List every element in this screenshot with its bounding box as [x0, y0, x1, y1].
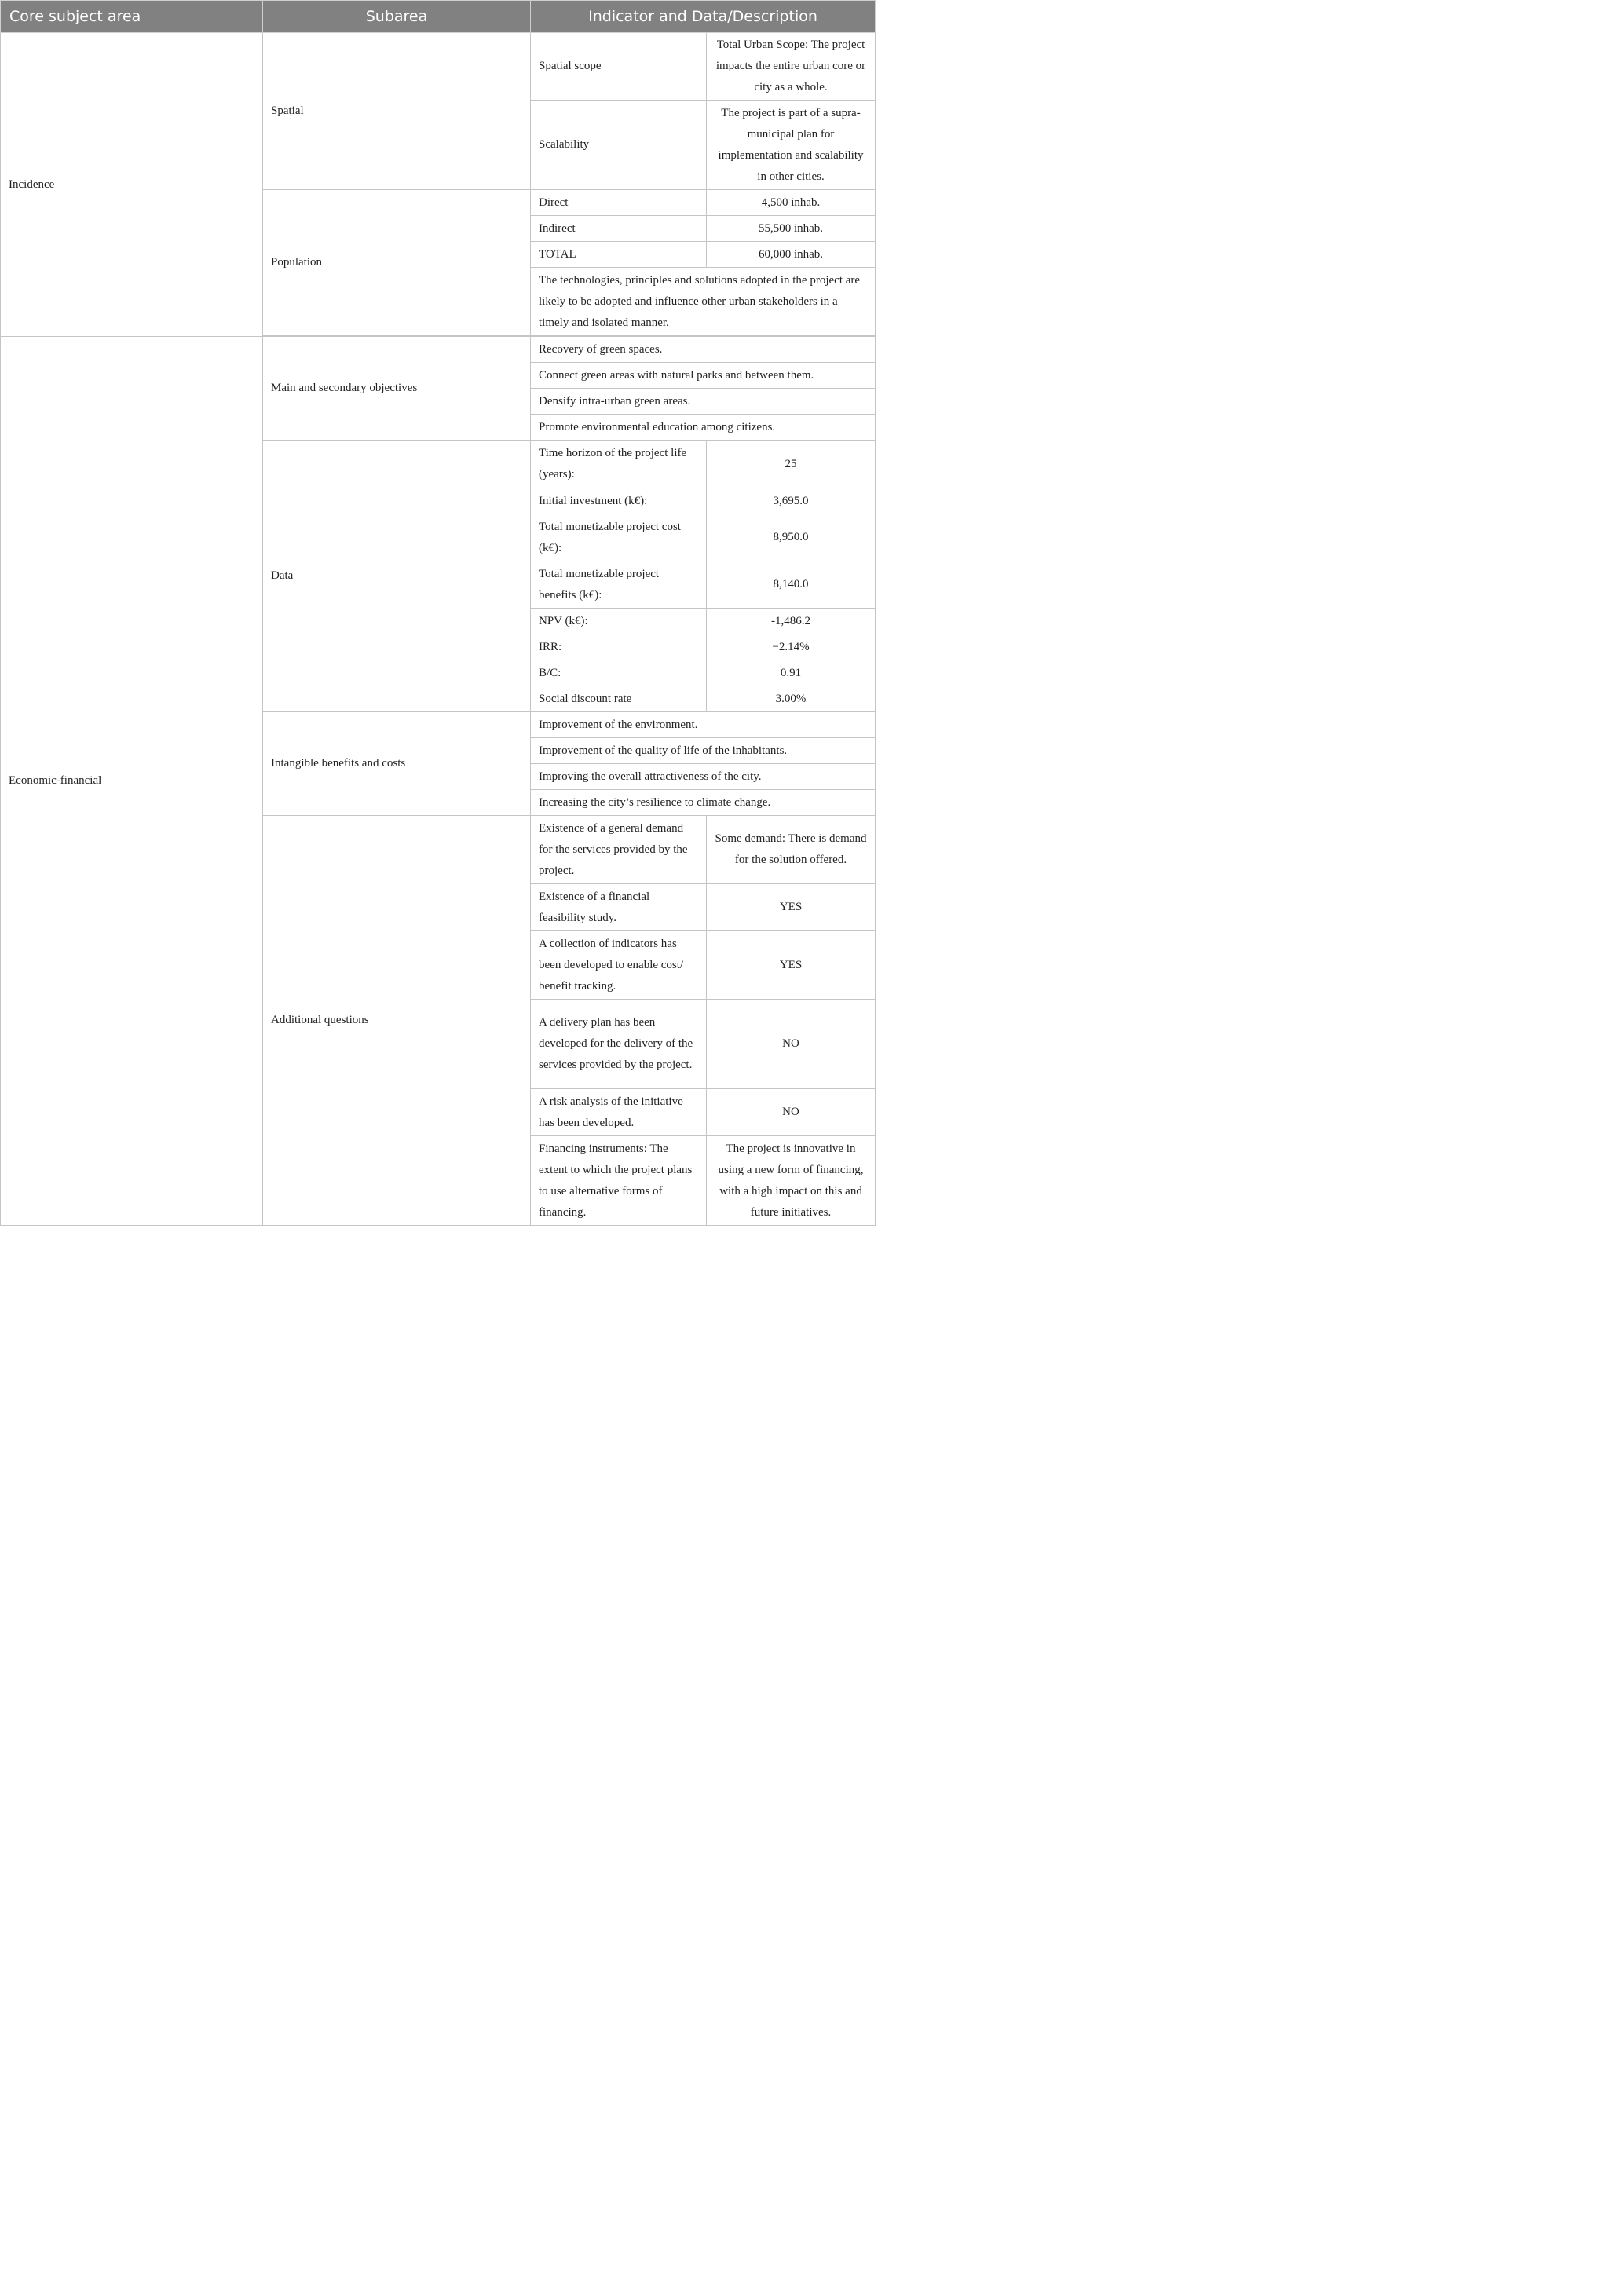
value-npv: -1,486.2	[707, 609, 876, 634]
core-incidence: Incidence	[1, 33, 263, 337]
core-economic-financial: Economic-financial	[1, 337, 263, 1226]
objective-item: Recovery of green spaces.	[531, 337, 876, 363]
value-irr: −2.14%	[707, 634, 876, 660]
value-indirect: 55,500 inhab.	[707, 216, 876, 242]
indicator-discount-rate: Social discount rate	[531, 686, 707, 712]
question-demand: Existence of a general demand for the services provided by the project.	[531, 816, 707, 884]
value-initial-investment: 3,695.0	[707, 488, 876, 514]
value-total-benefits: 8,140.0	[707, 561, 876, 609]
table-row	[1, 337, 876, 363]
subarea-population: Population	[263, 190, 531, 336]
value-total: 60,000 inhab.	[707, 242, 876, 268]
subarea-data: Data	[263, 441, 531, 712]
intangible-item: Increasing the city’s resilience to climate change.	[531, 790, 876, 816]
answer-financing: The project is innovative in using a new form of financing, with a high impact on this and future initiatives.	[707, 1136, 876, 1226]
question-feasibility: Existence of a financial feasibility study.	[531, 884, 707, 931]
population-note: The technologies, principles and solutions adopted in the project are likely to be adopted and influence other urban stakeholders in a timely and isolated manner.	[531, 268, 876, 336]
indicator-indirect: Indirect	[531, 216, 707, 242]
value-direct: 4,500 inhab.	[707, 190, 876, 216]
intangible-item: Improvement of the quality of life of the inhabitants.	[531, 738, 876, 764]
answer-risk-analysis: NO	[707, 1089, 876, 1136]
indicator-total-benefits: Total monetizable project benefits (k€):	[531, 561, 707, 609]
indicator-direct: Direct	[531, 190, 707, 216]
objective-item: Connect green areas with natural parks and between them.	[531, 363, 876, 389]
value-time-horizon: 25	[707, 441, 876, 488]
table-row	[1, 33, 876, 101]
subarea-intangible: Intangible benefits and costs	[263, 712, 531, 816]
question-delivery-plan: A delivery plan has been developed for the delivery of the services provided by the project.	[531, 1000, 707, 1089]
indicator-irr: IRR:	[531, 634, 707, 660]
header-subarea: Subarea	[263, 1, 531, 33]
subarea-additional: Additional questions	[263, 816, 531, 1226]
objective-item: Promote environmental education among citizens.	[531, 415, 876, 441]
intangible-item: Improving the overall attractiveness of the city.	[531, 764, 876, 790]
objective-item: Densify intra-urban green areas.	[531, 389, 876, 415]
indicator-spatial-scope: Spatial scope	[531, 33, 707, 101]
indicator-bc: B/C:	[531, 660, 707, 686]
question-financing: Financing instruments: The extent to which the project plans to use alternative forms of financing.	[531, 1136, 707, 1226]
value-spatial-scope: Total Urban Scope: The project impacts the entire urban core or city as a whole.	[707, 33, 876, 101]
value-scalability: The project is part of a supra-municipal plan for implementation and scalability in other cities.	[707, 101, 876, 190]
answer-delivery-plan: NO	[707, 1000, 876, 1089]
subarea-objectives: Main and secondary objectives	[263, 337, 531, 441]
value-total-cost: 8,950.0	[707, 514, 876, 561]
question-indicators: A collection of indicators has been developed to enable cost/ benefit tracking.	[531, 931, 707, 1000]
header-row	[1, 1, 876, 33]
subarea-spatial: Spatial	[263, 33, 531, 190]
answer-indicators: YES	[707, 931, 876, 1000]
indicator-scalability: Scalability	[531, 101, 707, 190]
header-indicator: Indicator and Data/Description	[531, 1, 876, 33]
question-risk-analysis: A risk analysis of the initiative has been developed.	[531, 1089, 707, 1136]
indicator-npv: NPV (k€):	[531, 609, 707, 634]
indicator-time-horizon: Time horizon of the project life (years):	[531, 441, 707, 488]
answer-demand: Some demand: There is demand for the solution offered.	[707, 816, 876, 884]
header-core-subject-area: Core subject area	[1, 1, 263, 33]
indicator-total-cost: Total monetizable project cost (k€):	[531, 514, 707, 561]
assessment-table	[0, 0, 876, 1226]
intangible-item: Improvement of the environment.	[531, 712, 876, 738]
answer-feasibility: YES	[707, 884, 876, 931]
indicator-initial-investment: Initial investment (k€):	[531, 488, 707, 514]
value-discount-rate: 3.00%	[707, 686, 876, 712]
value-bc: 0.91	[707, 660, 876, 686]
indicator-total: TOTAL	[531, 242, 707, 268]
